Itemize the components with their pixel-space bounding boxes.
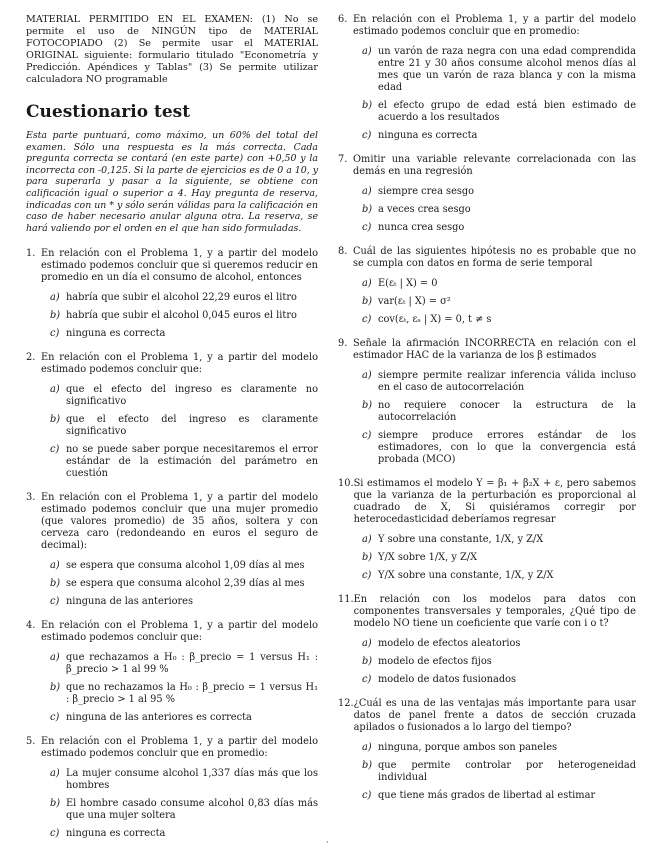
option-label: b) xyxy=(362,400,373,411)
answer-option xyxy=(362,430,636,466)
option-label: c) xyxy=(362,674,372,685)
question xyxy=(338,154,636,234)
option-text: a veces crea sesgo xyxy=(378,204,471,215)
answer-options xyxy=(338,186,636,234)
question-text: Si estimamos el modelo Y = β₁ + β₂X + ε, pero sabemos que la varianza de la perturbación es proporcional al cuadrado de X, Si quisiéramos corregir por heterocedasticidad deberíamos regresar xyxy=(353,478,636,525)
answer-option xyxy=(362,278,636,290)
option-label: a) xyxy=(362,186,372,197)
option-text: habría que subir el alcohol 22,29 euros el litro xyxy=(66,292,297,304)
answer-option xyxy=(50,328,318,340)
option-text: se espera que consuma alcohol 2,39 días al mes xyxy=(66,578,305,590)
option-label: c) xyxy=(362,130,372,141)
option-text: no se puede saber porque necesitaremos el error estándar de la estimación del parámetro en cuestión xyxy=(66,444,318,480)
answer-options xyxy=(338,370,636,466)
question-list-right xyxy=(338,14,636,802)
question-stem xyxy=(26,352,318,376)
question-stem xyxy=(338,246,636,270)
answer-option xyxy=(362,638,636,650)
right-column xyxy=(338,14,636,814)
answer-option xyxy=(50,292,318,304)
answer-option xyxy=(362,570,636,582)
option-label: a) xyxy=(50,292,60,304)
answer-option xyxy=(362,790,636,802)
answer-option xyxy=(50,828,318,840)
option-text: que el efecto del ingreso es claramente no significativo xyxy=(66,384,318,408)
question-number: 6. xyxy=(338,14,348,25)
option-label: c) xyxy=(50,328,60,340)
question-stem xyxy=(338,14,636,38)
answer-option xyxy=(362,370,636,394)
question-stem xyxy=(338,594,636,630)
option-text: modelo de efectos aleatorios xyxy=(378,638,521,649)
question xyxy=(26,620,318,724)
option-text: nunca crea sesgo xyxy=(378,222,465,233)
answer-options xyxy=(338,742,636,802)
question-list-left xyxy=(26,248,318,840)
answer-options xyxy=(338,534,636,582)
question-text: En relación con el Problema 1, y a partir del modelo estimado podemos concluir que en promedio: xyxy=(353,14,636,37)
option-label: a) xyxy=(362,46,372,57)
option-text: habría que subir el alcohol 0,045 euros el litro xyxy=(66,310,297,322)
option-text: se espera que consuma alcohol 1,09 días al mes xyxy=(66,560,305,572)
answer-option xyxy=(50,560,318,572)
answer-options xyxy=(338,278,636,326)
answer-option xyxy=(50,596,318,608)
option-text: siempre permite realizar inferencia válida incluso en el caso de autocorrelación xyxy=(378,370,636,393)
option-text: var(εₜ | X) = σ² xyxy=(378,296,451,307)
option-text: Y/X sobre 1/X, y Z/X xyxy=(378,552,478,563)
answer-option xyxy=(362,222,636,234)
answer-option xyxy=(362,46,636,94)
question-number: 2. xyxy=(26,352,36,364)
option-text: Y/X sobre una constante, 1/X, y Z/X xyxy=(378,570,554,581)
option-label: c) xyxy=(50,444,60,456)
answer-option xyxy=(50,444,318,480)
option-text: Y sobre una constante, 1/X, y Z/X xyxy=(378,534,544,545)
option-text: que el efecto del ingreso es claramente significativo xyxy=(66,414,318,438)
option-label: b) xyxy=(362,100,373,111)
answer-options xyxy=(26,292,318,340)
section-title: Cuestionario test xyxy=(26,102,191,122)
answer-option xyxy=(362,314,636,326)
answer-option xyxy=(362,760,636,784)
option-text: ninguna de las anteriores xyxy=(66,596,194,608)
option-label: b) xyxy=(362,204,373,215)
question-text: En relación con el Problema 1, y a partir del modelo estimado podemos concluir que: xyxy=(41,620,318,644)
question-text: En relación con los modelos para datos con componentes transversales y temporales, ¿Qué tipo de modelo NO tiene un coeficiente que varíe con i o t? xyxy=(353,594,636,629)
question-number: 1. xyxy=(26,248,36,260)
option-text: que no rechazamos la H₀ : β_precio = 1 versus H₁ : β_precio > 1 al 95 % xyxy=(66,682,318,706)
answer-option xyxy=(50,652,318,676)
question xyxy=(26,736,318,840)
answer-option xyxy=(362,130,636,142)
option-text: un varón de raza negra con una edad comprendida entre 21 y 30 años consume alcohol menos días al mes que un varón de raza blanca y con la misma edad xyxy=(378,46,636,93)
question-number: 8. xyxy=(338,246,348,257)
option-label: b) xyxy=(362,296,373,307)
option-text: modelo de datos fusionados xyxy=(378,674,517,685)
option-text: modelo de efectos fijos xyxy=(378,656,492,667)
question-text: Señale la afirmación INCORRECTA en relación con el estimador HAC de la varianza de los β estimados xyxy=(353,338,636,361)
option-text: ninguna es correcta xyxy=(66,828,166,840)
option-text: que tiene más grados de libertad al estimar xyxy=(378,790,596,801)
option-text: no requiere conocer la estructura de la autocorrelación xyxy=(378,400,636,423)
answer-option xyxy=(50,712,318,724)
answer-option xyxy=(362,674,636,686)
answer-options xyxy=(26,652,318,724)
option-label: a) xyxy=(362,278,372,289)
answer-option xyxy=(50,798,318,822)
option-text: el efecto grupo de edad está bien estimado de acuerdo a los resultados xyxy=(378,100,636,123)
question-number: 5. xyxy=(26,736,36,748)
option-label: a) xyxy=(362,742,372,753)
answer-options xyxy=(26,384,318,480)
question-text: En relación con el Problema 1, y a partir del modelo estimado podemos concluir que una mujer promedio (que valores promedio) de 35 años, soltera y con cerveza caro (redondeando en euros el seguro de decimal): xyxy=(41,492,318,552)
answer-option xyxy=(362,656,636,668)
answer-options xyxy=(26,768,318,840)
option-text: ninguna, porque ambos son paneles xyxy=(378,742,558,753)
question xyxy=(338,478,636,582)
question-stem xyxy=(26,620,318,644)
option-label: b) xyxy=(50,310,61,322)
question-number: 12. xyxy=(338,698,354,709)
option-text: que rechazamos a H₀ : β_precio = 1 versus H₁ : β_precio > 1 al 99 % xyxy=(66,652,318,676)
option-text: E(εₜ | X) = 0 xyxy=(378,278,438,289)
answer-option xyxy=(362,742,636,754)
question-stem xyxy=(26,736,318,760)
option-label: a) xyxy=(50,384,60,396)
test-instructions: Esta parte puntuará, como máximo, un 60% del total del examen. Sólo una respuesta es la más correcta. Cada pregunta correcta se contará (en este parte) con +0,50 y la incorrecta con -0,125. Si la parte de ejercicios es de 0 a 10, y para superarla y pasar a la siguiente, se obtiene con calificación igual o superior a 4. Hay pregunta de reserva, indicadas con un * y sólo serán válidas para la calificación en caso de haber necesario anular alguna otra. La reserva, se hará valiendo por el orden en el que han sido formuladas. xyxy=(26,130,318,234)
question-stem xyxy=(338,154,636,178)
question-stem xyxy=(338,698,636,734)
question-text: Cuál de las siguientes hipótesis no es probable que no se cumpla con datos en forma de serie temporal xyxy=(353,246,636,269)
option-label: b) xyxy=(50,682,61,694)
question-number: 7. xyxy=(338,154,348,165)
answer-options xyxy=(26,560,318,608)
question-stem xyxy=(26,492,318,552)
option-text: ninguna de las anteriores es correcta xyxy=(66,712,252,724)
question xyxy=(338,698,636,802)
question xyxy=(338,14,636,142)
question-number: 11. xyxy=(338,594,354,605)
option-label: a) xyxy=(362,638,372,649)
answer-option xyxy=(50,384,318,408)
question-number: 4. xyxy=(26,620,36,632)
answer-option xyxy=(362,296,636,308)
option-text: cov(εₜ, εₛ | X) = 0, t ≠ s xyxy=(378,314,492,325)
option-label: a) xyxy=(362,370,372,381)
answer-option xyxy=(362,100,636,124)
answer-option xyxy=(50,414,318,438)
question xyxy=(338,246,636,326)
answer-option xyxy=(50,578,318,590)
option-label: c) xyxy=(362,430,372,441)
exam-material-note: MATERIAL PERMITIDO EN EL EXAMEN: (1) No se permite el uso de NINGÚN tipo de MATERIAL FOTOCOPIADO (2) Se permite usar el MATERIAL ORIGINAL siguiente: formulario titulado "Econometría y Predicción. Apéndices y Tablas" (3) Se permite utilizar calculadora NO programable xyxy=(26,14,318,85)
option-label: a) xyxy=(362,534,372,545)
option-label: c) xyxy=(50,828,60,840)
question-text: En relación con el Problema 1, y a partir del modelo estimado podemos concluir que: xyxy=(41,352,318,376)
question-text: En relación con el Problema 1, y a partir del modelo estimado podemos concluir que si queremos reducir en promedio en un día el consumo de alcohol, entonces xyxy=(41,248,318,284)
option-text: ninguna es correcta xyxy=(66,328,166,340)
option-text: ninguna es correcta xyxy=(378,130,478,141)
option-label: c) xyxy=(362,222,372,233)
answer-options xyxy=(338,638,636,686)
option-label: c) xyxy=(50,712,60,724)
answer-option xyxy=(362,534,636,546)
question-number: 9. xyxy=(338,338,348,349)
option-label: c) xyxy=(362,314,372,325)
question-number: 3. xyxy=(26,492,36,504)
answer-option xyxy=(50,768,318,792)
question xyxy=(26,492,318,608)
question xyxy=(338,594,636,686)
answer-option xyxy=(362,204,636,216)
question-stem xyxy=(338,338,636,362)
left-column xyxy=(26,14,318,852)
option-text: siempre produce errores estándar de los estimadores, con lo que la convergencia está probada (MCO) xyxy=(378,430,636,465)
question-text: Omitir una variable relevante correlacionada con las demás en una regresión xyxy=(353,154,636,177)
question-stem xyxy=(26,248,318,284)
question xyxy=(26,248,318,340)
question-number: 10. xyxy=(338,478,354,489)
option-label: a) xyxy=(50,560,60,572)
question-text: En relación con el Problema 1, y a partir del modelo estimado podemos concluir que en promedio: xyxy=(41,736,318,760)
option-label: b) xyxy=(362,552,373,563)
page-mark: · xyxy=(326,838,329,847)
option-label: b) xyxy=(50,798,61,810)
option-text: siempre crea sesgo xyxy=(378,186,475,197)
answer-option xyxy=(50,310,318,322)
question xyxy=(26,352,318,480)
option-label: a) xyxy=(50,652,60,664)
option-text: La mujer consume alcohol 1,337 días más que los hombres xyxy=(66,768,318,792)
option-label: c) xyxy=(362,570,372,581)
option-label: c) xyxy=(362,790,372,801)
option-label: b) xyxy=(362,760,373,771)
question-stem xyxy=(338,478,636,526)
answer-option xyxy=(362,552,636,564)
question xyxy=(338,338,636,466)
answer-options xyxy=(338,46,636,142)
question-text: ¿Cuál es una de las ventajas más importante para usar datos de panel frente a datos de sección cruzada apilados o fusionados a lo largo del tiempo? xyxy=(353,698,636,733)
option-text: que permite controlar por heterogeneidad individual xyxy=(378,760,636,783)
option-label: b) xyxy=(50,578,61,590)
answer-option xyxy=(362,400,636,424)
answer-option xyxy=(50,682,318,706)
option-label: a) xyxy=(50,768,60,780)
option-text: El hombre casado consume alcohol 0,83 días más que una mujer soltera xyxy=(66,798,318,822)
option-label: b) xyxy=(362,656,373,667)
option-label: c) xyxy=(50,596,60,608)
option-label: b) xyxy=(50,414,61,426)
answer-option xyxy=(362,186,636,198)
